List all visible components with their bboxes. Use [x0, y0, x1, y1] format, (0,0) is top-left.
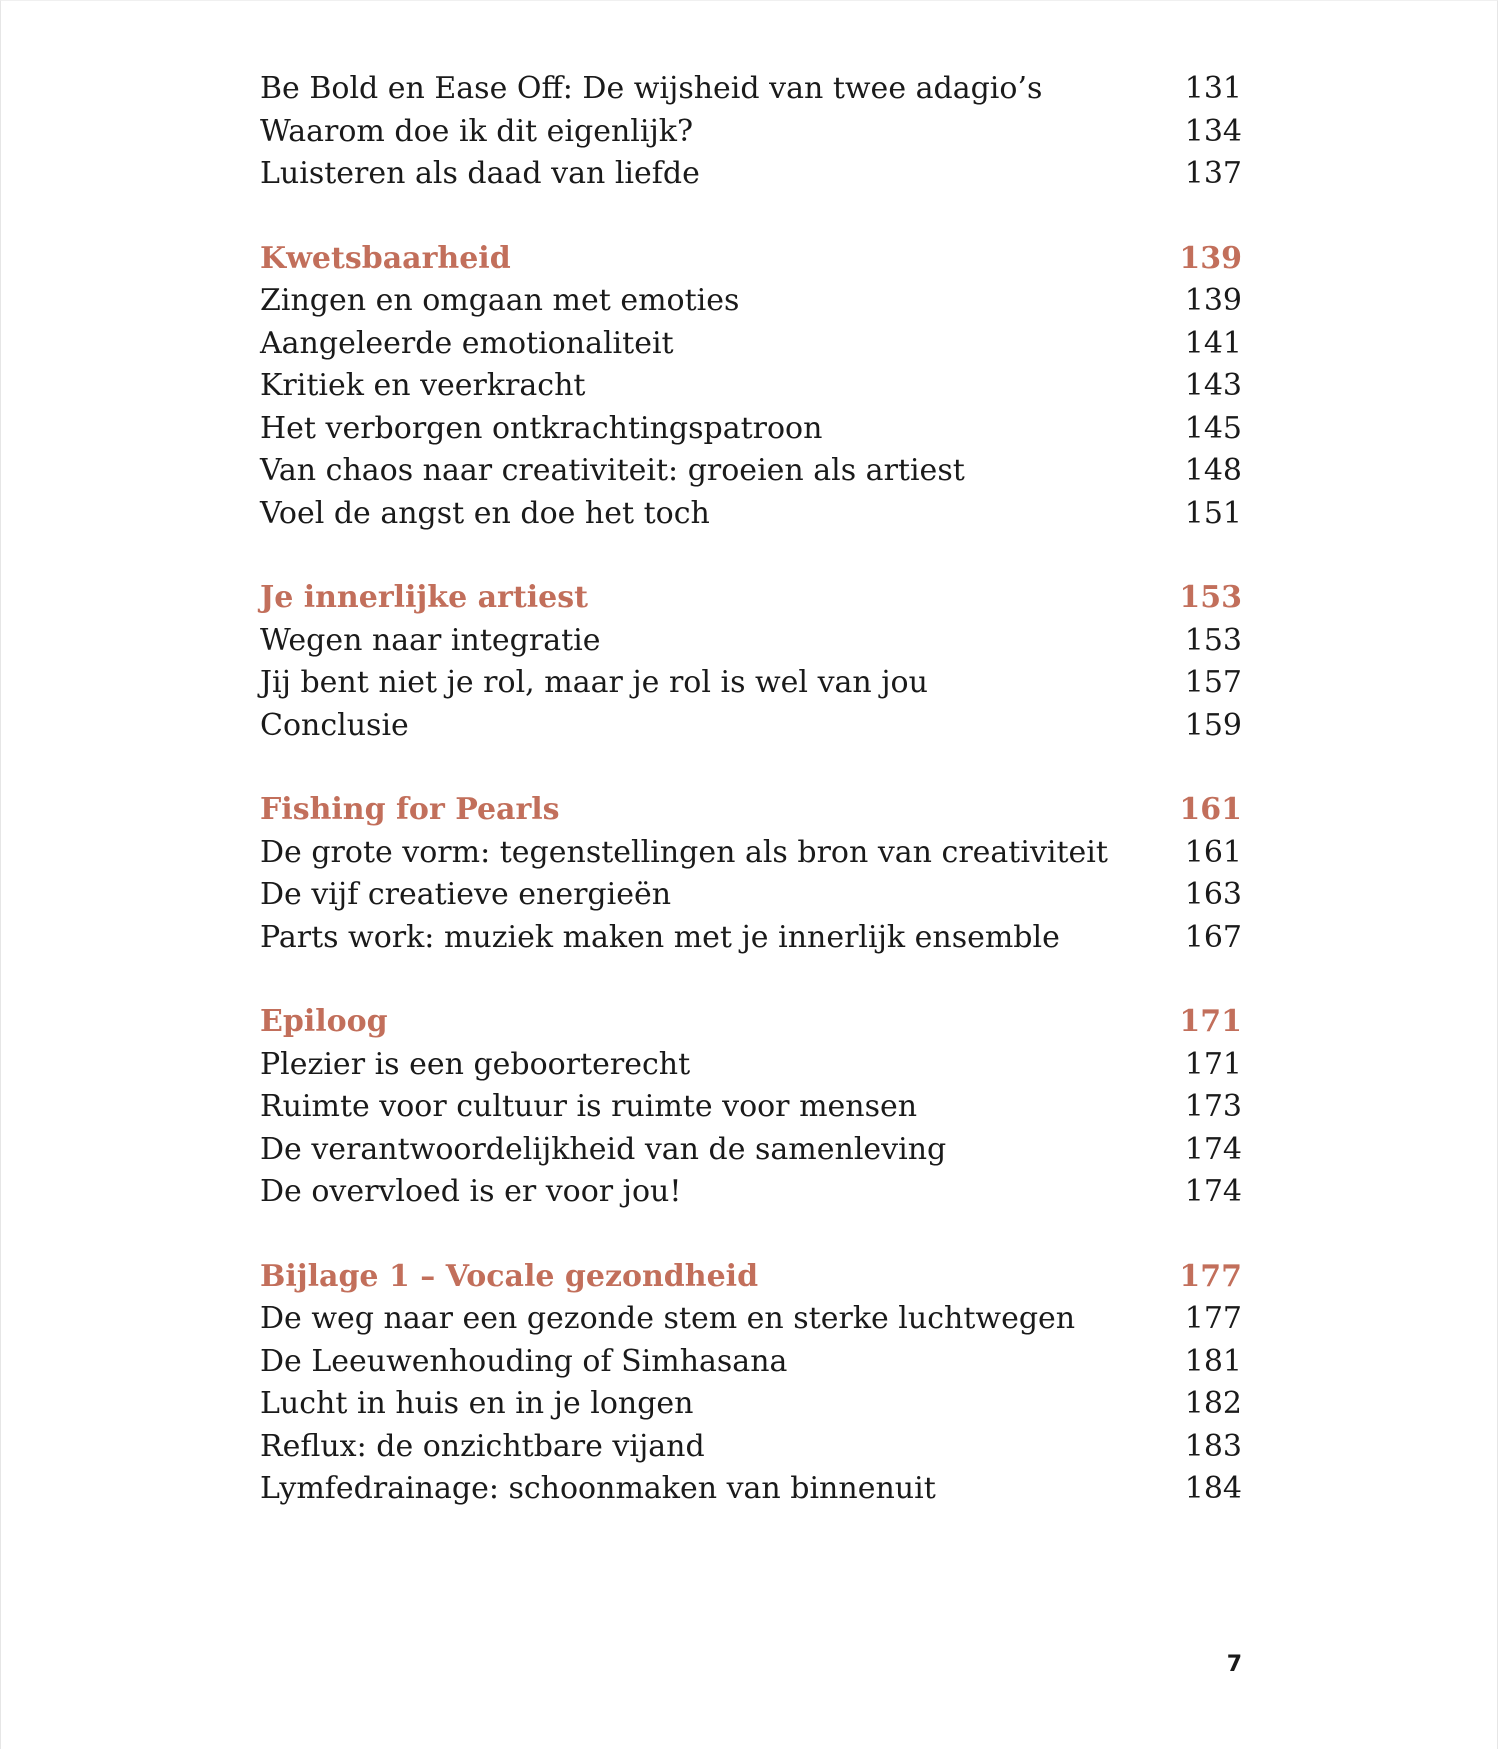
entry-page-number: 161 [1184, 834, 1242, 870]
toc-entry [260, 1298, 1242, 1341]
toc-entry [260, 1383, 1242, 1426]
toc-chapter-heading [260, 238, 1242, 281]
entry-title: Waarom doe ik dit eigenlijk? [260, 113, 694, 149]
chapter-title: Fishing for Pearls [260, 792, 560, 827]
chapter-page-number: 161 [1179, 792, 1242, 827]
entry-page-number: 174 [1184, 1174, 1242, 1209]
entry-title: Conclusie [260, 707, 409, 743]
toc-section [260, 68, 1242, 196]
entry-title: Van chaos naar creativiteit: groeien als artiest [260, 453, 965, 488]
toc-chapter-heading [260, 1256, 1242, 1299]
toc-entry [260, 323, 1242, 366]
toc-entry [260, 153, 1242, 196]
entry-page-number: 174 [1184, 1131, 1242, 1167]
toc-entry [260, 1044, 1242, 1087]
toc-entry [260, 1468, 1242, 1511]
entry-title: Reflux: de onzichtbare vijand [260, 1428, 705, 1464]
chapter-title: Epiloog [260, 1004, 388, 1039]
toc-section [260, 1001, 1242, 1214]
entry-title: Lymfedrainage: schoonmaken van binnenuit [260, 1471, 936, 1506]
toc-entry [260, 365, 1242, 408]
toc-chapter-heading [260, 789, 1242, 832]
chapter-page-number: 177 [1179, 1258, 1242, 1294]
toc-section [260, 789, 1242, 959]
toc-entry [260, 280, 1242, 323]
entry-title: Luisteren als daad van liefde [260, 156, 700, 191]
entry-page-number: 181 [1184, 1343, 1242, 1379]
entry-title: De overvloed is er voor jou! [260, 1174, 682, 1209]
entry-page-number: 167 [1184, 919, 1242, 955]
entry-title: Jij bent niet je rol, maar je rol is wel van jou [260, 665, 928, 700]
toc-entry [260, 1086, 1242, 1129]
entry-title: De Leeuwenhouding of Simhasana [260, 1343, 788, 1379]
entry-title: Plezier is een geboorterecht [260, 1046, 691, 1082]
entry-page-number: 145 [1184, 410, 1242, 446]
entry-title: Parts work: muziek maken met je innerlijk ensemble [260, 919, 1060, 955]
toc-entry [260, 1426, 1242, 1469]
entry-title: De verantwoordelijkheid van de samenleving [260, 1131, 947, 1167]
toc-chapter-heading [260, 1001, 1242, 1044]
page-number: 7 [1226, 1652, 1242, 1677]
entry-title: Aangeleerde emotionaliteit [260, 325, 674, 361]
entry-page-number: 148 [1184, 453, 1242, 488]
entry-title: Lucht in huis en in je longen [260, 1386, 694, 1421]
toc-entry [260, 1341, 1242, 1384]
entry-page-number: 139 [1184, 283, 1242, 318]
chapter-title: Kwetsbaarheid [260, 240, 511, 276]
entry-title: Wegen naar integratie [260, 622, 601, 658]
entry-page-number: 159 [1184, 707, 1242, 743]
toc-entry [260, 1171, 1242, 1214]
entry-page-number: 171 [1184, 1046, 1242, 1082]
table-of-contents [260, 68, 1242, 1553]
entry-page-number: 183 [1184, 1428, 1242, 1464]
entry-title: Het verborgen ontkrachtingspatroon [260, 410, 823, 446]
toc-section [260, 1256, 1242, 1511]
chapter-page-number: 153 [1179, 580, 1242, 615]
entry-title: De vijf creatieve energieën [260, 877, 672, 912]
entry-page-number: 141 [1184, 325, 1242, 361]
entry-page-number: 153 [1184, 622, 1242, 658]
entry-page-number: 163 [1184, 877, 1242, 912]
toc-section [260, 238, 1242, 536]
toc-entry [260, 620, 1242, 663]
entry-title: Ruimte voor cultuur is ruimte voor mensen [260, 1089, 918, 1124]
entry-title: Kritiek en veerkracht [260, 368, 586, 403]
chapter-page-number: 139 [1179, 240, 1242, 276]
entry-title: Be Bold en Ease Off: De wijsheid van twee adagio’s [260, 71, 1043, 106]
chapter-title: Bijlage 1 – Vocale gezondheid [260, 1258, 759, 1294]
toc-entry [260, 450, 1242, 493]
toc-chapter-heading [260, 577, 1242, 620]
entry-title: De weg naar een gezonde stem en sterke luchtwegen [260, 1301, 1076, 1336]
entry-title: De grote vorm: tegenstellingen als bron van creativiteit [260, 834, 1108, 870]
toc-entry [260, 1129, 1242, 1172]
chapter-page-number: 171 [1179, 1004, 1242, 1039]
entry-page-number: 182 [1184, 1386, 1242, 1421]
entry-page-number: 143 [1184, 368, 1242, 403]
toc-entry [260, 917, 1242, 960]
entry-title: Zingen en omgaan met emoties [260, 283, 740, 318]
chapter-title: Je innerlijke artiest [260, 580, 588, 615]
entry-title: Voel de angst en doe het toch [260, 495, 710, 531]
entry-page-number: 134 [1184, 113, 1242, 149]
toc-entry [260, 408, 1242, 451]
entry-page-number: 131 [1184, 71, 1242, 106]
toc-entry [260, 874, 1242, 917]
entry-page-number: 137 [1184, 156, 1242, 191]
entry-page-number: 157 [1184, 665, 1242, 700]
entry-page-number: 173 [1184, 1089, 1242, 1124]
toc-entry [260, 68, 1242, 111]
toc-entry [260, 493, 1242, 536]
toc-section [260, 577, 1242, 747]
entry-page-number: 177 [1184, 1301, 1242, 1336]
toc-entry [260, 705, 1242, 748]
entry-page-number: 151 [1184, 495, 1242, 531]
toc-entry [260, 111, 1242, 154]
toc-entry [260, 662, 1242, 705]
toc-entry [260, 832, 1242, 875]
entry-page-number: 184 [1184, 1471, 1242, 1506]
